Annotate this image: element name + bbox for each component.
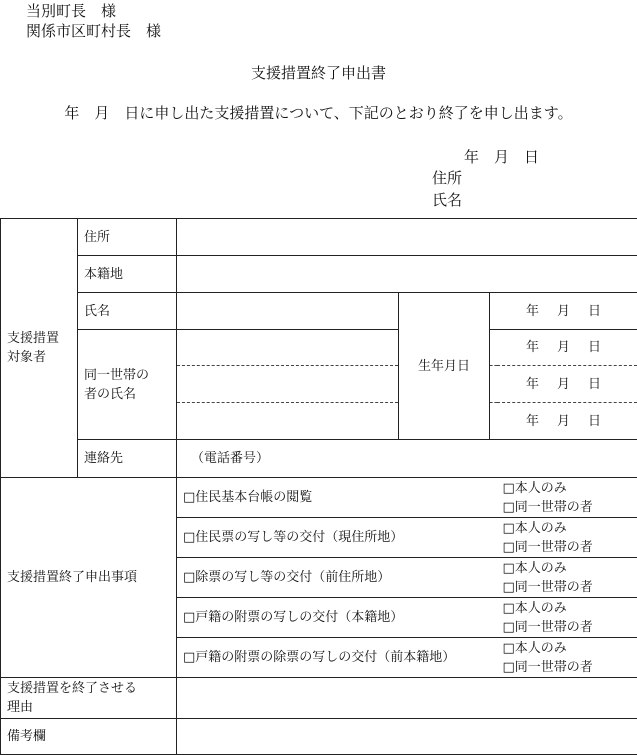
item-checkbox-1[interactable]: □住民基本台帳の閲覧 xyxy=(177,478,497,518)
option-household-4[interactable]: □同一世帯の者 xyxy=(502,619,593,635)
termination-items-label: 支援措置終了申出事項 xyxy=(1,478,177,678)
remarks-label: 備考欄 xyxy=(1,719,177,755)
document-title: 支援措置終了申出書 xyxy=(250,64,386,82)
statement-text: 年 月 日に申し出た支援措置について、下記のとおり終了を申し出ます。 xyxy=(64,104,573,122)
address-field[interactable] xyxy=(177,219,637,256)
name-field[interactable] xyxy=(177,293,399,330)
honseki-label: 本籍地 xyxy=(78,256,177,293)
birthdate-field-household-3[interactable]: 年 月 日 xyxy=(490,403,637,440)
item-checkbox-2[interactable]: □住民票の写し等の交付（現住所地） xyxy=(177,518,497,558)
birthdate-field-household-1[interactable]: 年 月 日 xyxy=(490,330,637,366)
household-name-field-3[interactable] xyxy=(177,403,399,440)
birthdate-field-household-2[interactable]: 年 月 日 xyxy=(490,366,637,403)
option-household-1[interactable]: □同一世帯の者 xyxy=(502,499,593,515)
option-household-2[interactable]: □同一世帯の者 xyxy=(502,539,593,555)
option-household-5[interactable]: □同一世帯の者 xyxy=(502,659,593,675)
option-self-only-5[interactable]: □本人のみ xyxy=(502,640,567,656)
reason-label: 支援措置を終了させる 理由 xyxy=(1,678,177,719)
contact-label: 連絡先 xyxy=(78,440,177,478)
contact-phone-field[interactable]: （電話番号） xyxy=(177,440,637,478)
submission-date: 年 月 日 xyxy=(464,148,540,166)
household-label: 同一世帯の 者の氏名 xyxy=(78,330,177,440)
item-options-1[interactable] xyxy=(497,478,637,518)
option-self-only-1[interactable]: □本人のみ xyxy=(502,480,567,496)
reason-field[interactable] xyxy=(177,678,637,719)
option-self-only-2[interactable]: □本人のみ xyxy=(502,520,567,536)
household-name-field-1[interactable] xyxy=(177,330,399,366)
option-self-only-3[interactable]: □本人のみ xyxy=(502,560,567,576)
address-label: 住所 xyxy=(78,219,177,256)
honseki-field[interactable] xyxy=(177,256,637,293)
item-options-5[interactable] xyxy=(497,638,637,678)
applicant-name-label: 氏名 xyxy=(432,191,463,209)
item-options-3[interactable] xyxy=(497,558,637,598)
birthdate-label: 生年月日 xyxy=(399,293,490,440)
item-checkbox-3[interactable]: □除票の写し等の交付（前住所地） xyxy=(177,558,497,598)
household-name-field-2[interactable] xyxy=(177,366,399,403)
option-self-only-4[interactable]: □本人のみ xyxy=(502,600,567,616)
name-label: 氏名 xyxy=(78,293,177,330)
birthdate-field-name[interactable]: 年 月 日 xyxy=(490,293,637,330)
item-checkbox-5[interactable]: □戸籍の附票の除票の写しの交付（前本籍地） xyxy=(177,638,497,678)
addressee-related-mayors: 関係市区町村長 様 xyxy=(26,22,162,40)
item-checkbox-4[interactable]: □戸籍の附票の写しの交付（本籍地） xyxy=(177,598,497,638)
applicant-address-label: 住所 xyxy=(432,169,463,187)
addressee-mayor: 当別町長 様 xyxy=(26,2,117,20)
option-household-3[interactable]: □同一世帯の者 xyxy=(502,579,593,595)
application-form-table xyxy=(0,218,637,755)
subject-section-label: 支援措置 対象者 xyxy=(1,219,78,478)
item-options-2[interactable] xyxy=(497,518,637,558)
remarks-field[interactable] xyxy=(177,719,637,755)
item-options-4[interactable] xyxy=(497,598,637,638)
